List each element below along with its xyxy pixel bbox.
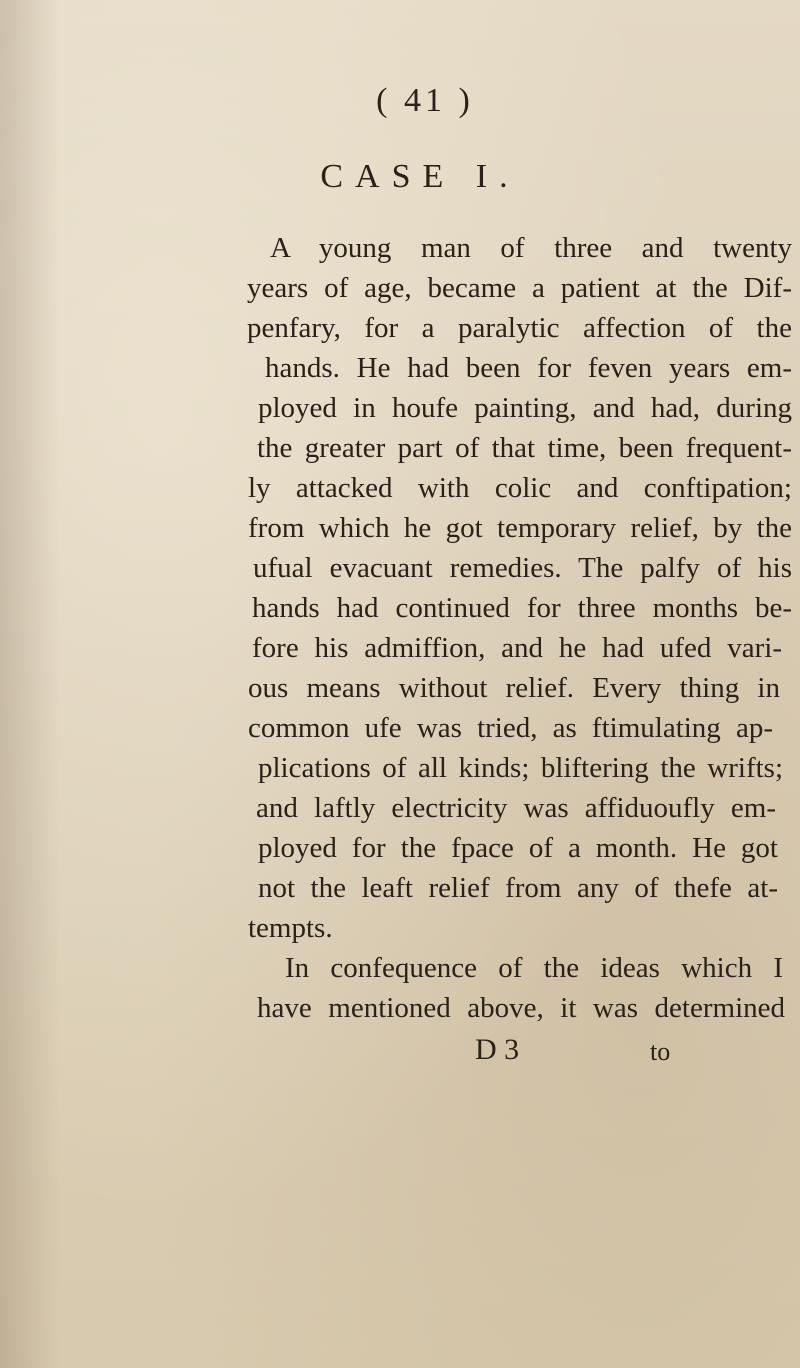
text-line: plications of all kinds; bliftering the wrifts; xyxy=(258,752,783,784)
text-line: penfary, for a paralytic affection of the xyxy=(247,312,792,344)
catchword: to xyxy=(650,1037,671,1066)
text-line: fore his admiffion, and he had ufed vari- xyxy=(252,632,782,664)
case-heading: CASE I. xyxy=(320,158,520,195)
text-line: common ufe was tried, as ftimulating ap- xyxy=(248,712,773,744)
text-line: years of age, became a patient at the Dif- xyxy=(247,272,792,304)
text-line: tempts. xyxy=(248,912,333,944)
text-line: In confequence of the ideas which I xyxy=(285,952,783,984)
text-line: ployed for the fpace of a month. He got xyxy=(258,832,778,864)
text-line: have mentioned above, it was determined xyxy=(257,992,785,1024)
text-line: ployed in houfe painting, and had, during xyxy=(258,392,792,424)
text-line: from which he got temporary relief, by the xyxy=(248,512,792,544)
text-line: ufual evacuant remedies. The palfy of his xyxy=(253,552,792,584)
text-line: A young man of three and twenty xyxy=(270,232,792,264)
page-footer xyxy=(0,1033,800,1083)
text-line: ly attacked with colic and conftipation; xyxy=(248,472,792,504)
text-line: ous means without relief. Every thing in xyxy=(248,672,780,704)
page-number: ( 41 ) xyxy=(376,82,474,119)
text-line: hands. He had been for feven years em- xyxy=(265,352,792,384)
text-line: the greater part of that time, been frequent- xyxy=(257,432,792,464)
text-line: and laftly electricity was affiduoufly em- xyxy=(256,792,776,824)
signature-mark: D 3 xyxy=(475,1033,520,1066)
text-line: hands had continued for three months be- xyxy=(252,592,792,624)
text-line: not the leaft relief from any of thefe at- xyxy=(258,872,778,904)
